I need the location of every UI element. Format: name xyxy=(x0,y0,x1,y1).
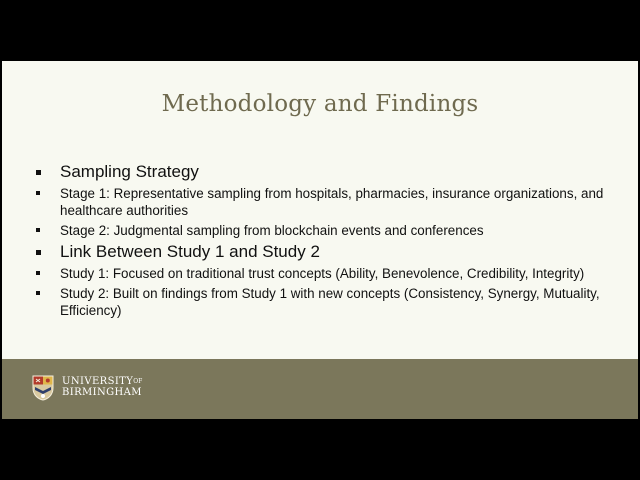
bullet-text: Sampling Strategy xyxy=(60,162,199,181)
square-bullet-icon xyxy=(36,291,40,295)
square-bullet-icon xyxy=(36,271,40,275)
bullet-item xyxy=(36,285,616,319)
bullet-text: Stage 1: Representative sampling from hospitals, pharmacies, insurance organizations, and healthcare authorities xyxy=(60,186,604,218)
university-crest-icon xyxy=(32,375,54,401)
presentation-slide xyxy=(2,61,638,419)
bullet-text: Stage 2: Judgmental sampling from blockchain events and conferences xyxy=(60,223,484,238)
university-line2: BIRMINGHAM xyxy=(62,387,142,398)
square-bullet-icon xyxy=(36,228,40,232)
bullet-item xyxy=(36,162,616,182)
university-wordmark xyxy=(62,376,142,398)
slide-footer xyxy=(2,359,638,419)
square-bullet-icon xyxy=(36,191,40,195)
bullet-item xyxy=(36,265,616,282)
university-of: OF xyxy=(133,378,143,385)
bullet-list xyxy=(36,159,616,322)
bullet-item xyxy=(36,185,616,219)
square-bullet-icon xyxy=(36,250,41,255)
bullet-text: Link Between Study 1 and Study 2 xyxy=(60,242,320,261)
square-bullet-icon xyxy=(36,170,41,175)
bullet-text: Study 2: Built on findings from Study 1 with new concepts (Consistency, Synergy, Mutuality, Efficiency) xyxy=(60,286,600,318)
bullet-item xyxy=(36,242,616,262)
bullet-text: Study 1: Focused on traditional trust concepts (Ability, Benevolence, Credibility, Integrity) xyxy=(60,266,585,281)
bullet-item xyxy=(36,222,616,239)
university-line1: UNIVERSITY xyxy=(62,376,134,387)
slide-title: Methodology and Findings xyxy=(161,91,479,117)
